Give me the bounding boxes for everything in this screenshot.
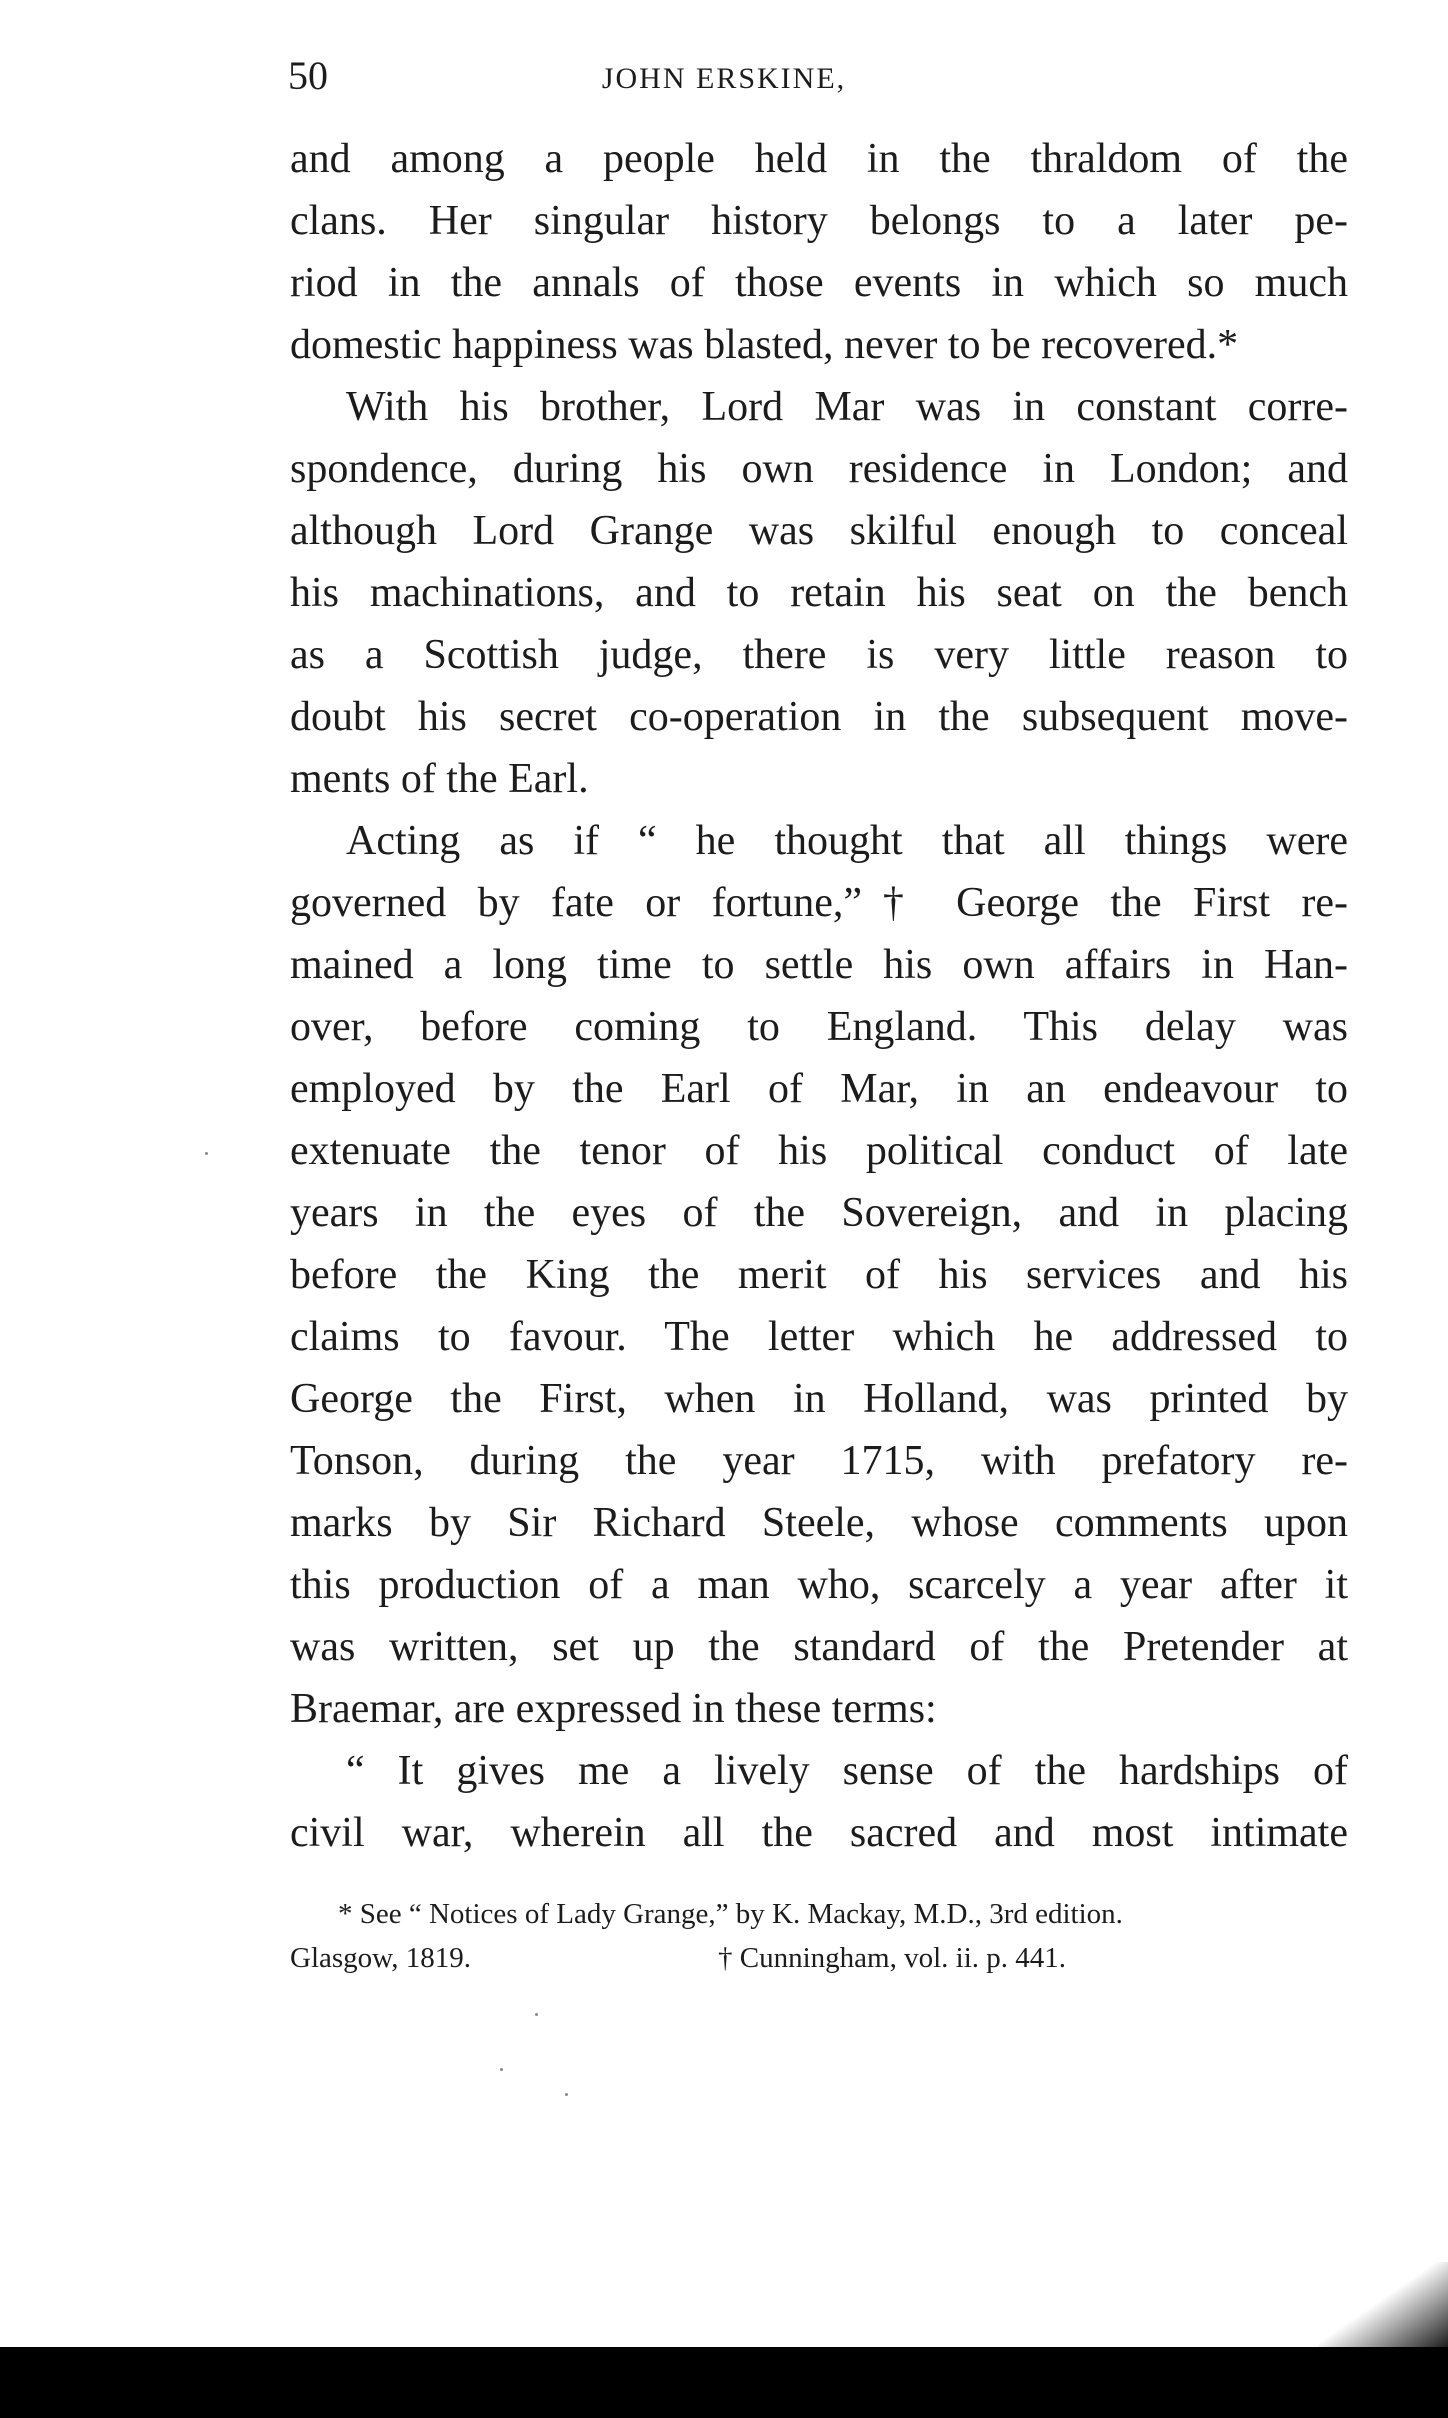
text-line: years in the eyes of the Sovereign, and in placing bbox=[290, 1190, 1348, 1236]
text-line: “ It gives me a lively sense of the hardships of bbox=[346, 1748, 1348, 1794]
text-line: George the First, when in Holland, was printed by bbox=[290, 1376, 1348, 1422]
text-line: ments of the Earl. bbox=[290, 756, 589, 802]
text-line: civil war, wherein all the sacred and most intimate bbox=[290, 1810, 1348, 1856]
text-line: mained a long time to settle his own affairs in Han- bbox=[290, 942, 1348, 988]
footnote-row bbox=[290, 1936, 1348, 1980]
scan-speck bbox=[565, 2093, 568, 2096]
text-line: his machinations, and to retain his seat on the bench bbox=[290, 570, 1348, 616]
scan-speck bbox=[500, 2068, 503, 2071]
footnote-line: † Cunningham, vol. ii. p. 441. bbox=[718, 1942, 1066, 1974]
text-line: was written, set up the standard of the Pretender at bbox=[290, 1624, 1348, 1670]
text-line: marks by Sir Richard Steele, whose comments upon bbox=[290, 1500, 1348, 1546]
text-line: riod in the annals of those events in which so much bbox=[290, 260, 1348, 306]
text-line: domestic happiness was blasted, never to be recovered.* bbox=[290, 322, 1239, 368]
text-line: governed by fate or fortune,”† George the First re- bbox=[290, 880, 1348, 926]
bottom-scan-bar bbox=[0, 2347, 1448, 2418]
text-line: employed by the Earl of Mar, in an endeavour to bbox=[290, 1066, 1348, 1112]
text-line: before the King the merit of his services and his bbox=[290, 1252, 1348, 1298]
body-text bbox=[290, 128, 1348, 1864]
page-edge-shadow bbox=[1318, 2262, 1448, 2352]
running-head: JOHN ERSKINE, bbox=[601, 62, 847, 95]
text-line: this production of a man who, scarcely a year after it bbox=[290, 1562, 1348, 1608]
text-line: clans. Her singular history belongs to a later pe- bbox=[290, 198, 1348, 244]
scan-speck bbox=[535, 2013, 538, 2016]
text-line: Tonson, during the year 1715, with prefatory re- bbox=[290, 1438, 1348, 1484]
footnote-line: * See “ Notices of Lady Grange,” by K. Mackay, M.D., 3rd edition. bbox=[338, 1898, 1123, 1930]
page-number: 50 bbox=[288, 53, 328, 98]
text-line: doubt his secret co-operation in the subsequent move- bbox=[290, 694, 1348, 740]
scan-speck bbox=[205, 1152, 208, 1155]
text-line: spondence, during his own residence in London; and bbox=[290, 446, 1348, 492]
text-line: and among a people held in the thraldom of the bbox=[290, 136, 1348, 182]
text-line: although Lord Grange was skilful enough to conceal bbox=[290, 508, 1348, 554]
text-line: over, before coming to England. This delay was bbox=[290, 1004, 1348, 1050]
text-line: Braemar, are expressed in these terms: bbox=[290, 1686, 937, 1732]
text-line: claims to favour. The letter which he addressed to bbox=[290, 1314, 1348, 1360]
footnote-line: Glasgow, 1819. bbox=[290, 1942, 471, 1974]
text-line: Acting as if “ he thought that all things were bbox=[346, 818, 1348, 864]
text-line: extenuate the tenor of his political conduct of late bbox=[290, 1128, 1348, 1174]
text-line: as a Scottish judge, there is very little reason to bbox=[290, 632, 1348, 678]
footnotes bbox=[290, 1892, 1348, 1980]
text-line: With his brother, Lord Mar was in constant corre- bbox=[346, 384, 1348, 430]
